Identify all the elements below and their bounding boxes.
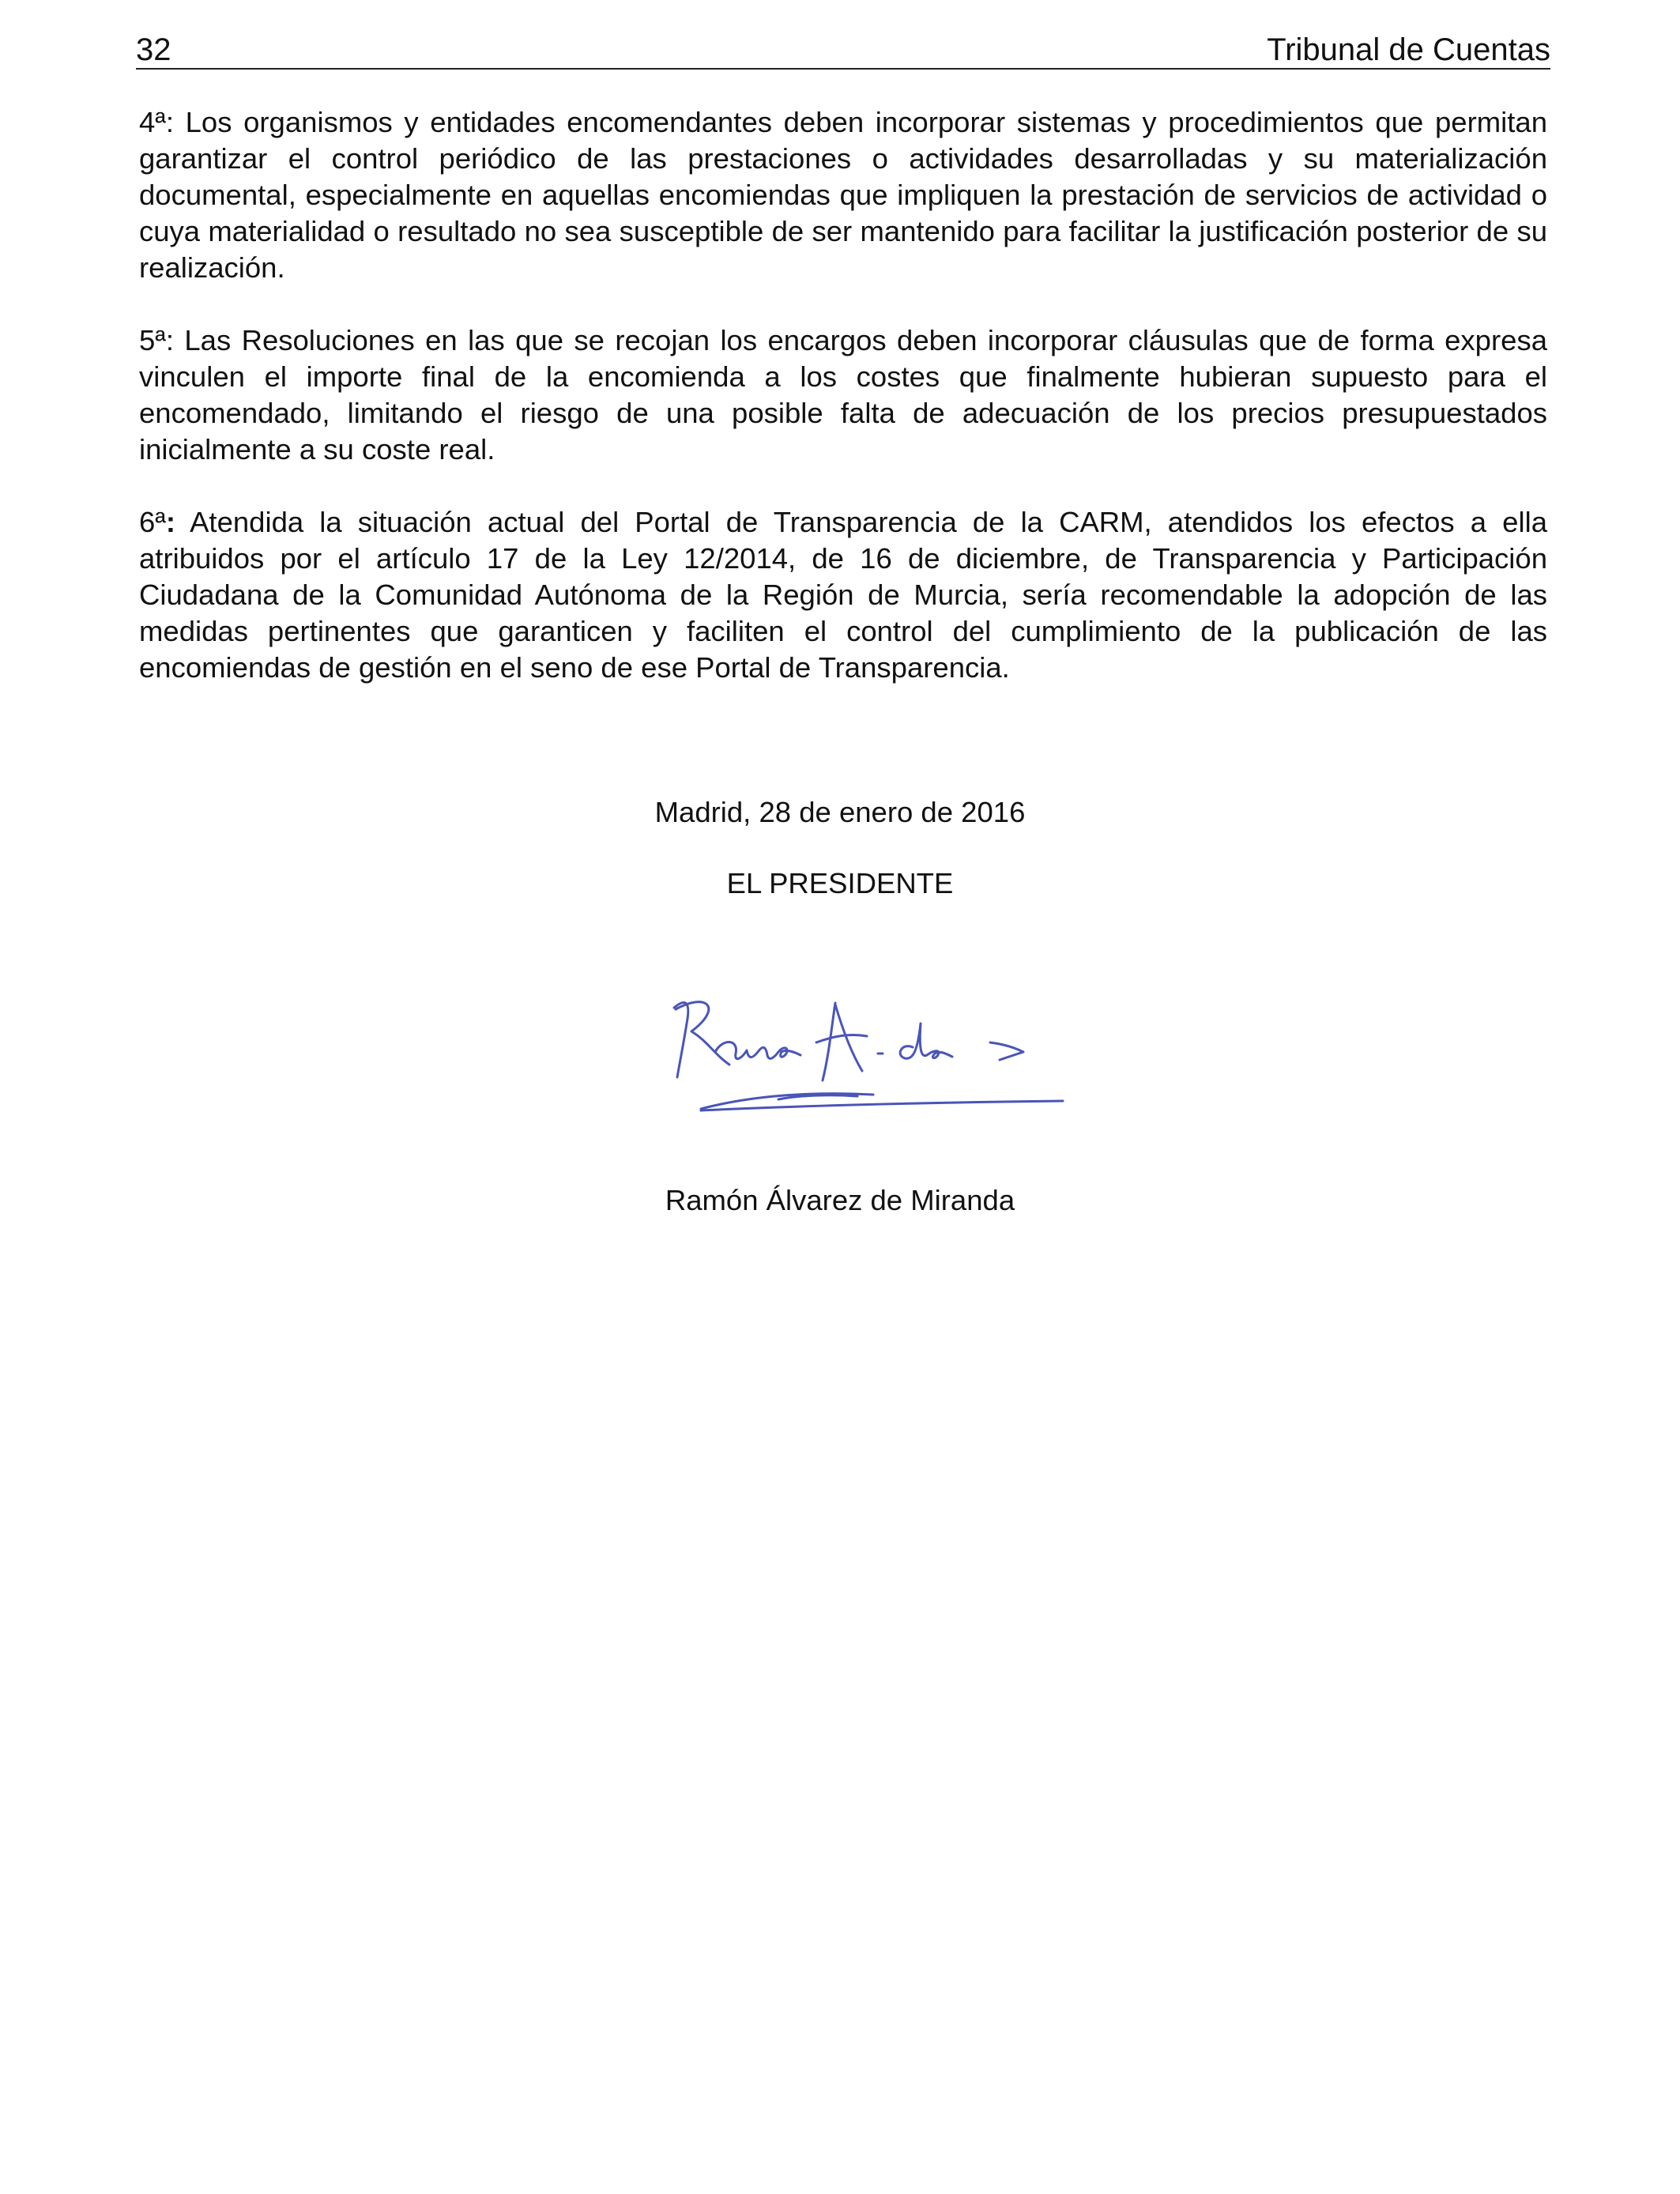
recommendation-ordinal: 6ª [139,506,166,538]
place-date: Madrid, 28 de enero de 2016 [654,796,1026,828]
recommendations-body [139,104,1547,722]
recommendation-text: Atendida la situación actual del Portal de Transparencia de la CARM, atendidos los efectos a ella atribuidos por el artículo 17 de la Ley 12/2014, de 16 de diciembre, de Transparencia y Participación Ciudadana de la Comunidad Autónoma de la Región de Murcia, sería recomendable la adopción de las medidas pertinentes que garanticen y faciliten el control del cumplimiento de la publicación de las encomiendas de gestión en el seno de ese Portal de Transparencia. [139,506,1547,684]
running-title: Tribunal de Cuentas [1267,32,1550,67]
handwritten-signature [660,976,1071,1134]
recommendation-paragraph-4: 4ª: Los organismos y entidades encomendantes deben incorporar sistemas y procedimientos que permitan garantizar el control periódico de las prestaciones o actividades desarrolladas y su materialización documental, especialmente en aquellas encomiendas que impliquen la prestación de servicios de actividad o cuya materialidad o resultado no sea susceptible de ser mantenido para facilitar la justificación posterior de su realización. [139,106,1547,284]
recommendation-paragraph-6: 6ª: Atendida la situación actual del Portal de Transparencia de la CARM, atendidos los efectos a ella atribuidos por el artículo 17 de la Ley 12/2014, de 16 de diciembre, de Transparencia y Participación Ciudadana de la Comunidad Autónoma de la Región de Murcia, sería recomendable la adopción de las medidas pertinentes que garanticen y faciliten el control del cumplimiento de la publicación de las encomiendas de gestión en el seno de ese Portal de Transparencia. [139,506,1547,684]
signatory-name: Ramón Álvarez de Miranda [665,1184,1015,1216]
page-header [136,22,1550,68]
recommendation-ordinal: 5ª [139,324,166,356]
signatory-role: EL PRESIDENTE [726,867,954,899]
header-divider [136,68,1550,70]
recommendation-paragraph-5: 5ª: Las Resoluciones en las que se recojan los encargos deben incorporar cláusulas que de forma expresa vinculen el importe final de la encomienda a los costes que finalmente hubieran supuesto para el encomendado, limitando el riesgo de una posible falta de adecuación de los precios presupuestados inicialmente a su coste real. [139,324,1547,466]
page-number: 32 [136,32,171,67]
recommendation-text: Los organismos y entidades encomendantes deben incorporar sistemas y procedimientos que permitan garantizar el control periódico de las prestaciones o actividades desarrolladas y su materialización documental, especialmente en aquellas encomiendas que impliquen la prestación de servicios de actividad o cuya materialidad o resultado no sea susceptible de ser mantenido para facilitar la justificación posterior de su realización. [139,106,1547,284]
recommendation-ordinal: 4ª [139,106,166,138]
recommendation-text: Las Resoluciones en las que se recojan los encargos deben incorporar cláusulas que de forma expresa vinculen el importe final de la encomienda a los costes que finalmente hubieran supuesto para el encomendado, limitando el riesgo de una posible falta de adecuación de los precios presupuestados inicialmente a su coste real. [139,324,1547,466]
